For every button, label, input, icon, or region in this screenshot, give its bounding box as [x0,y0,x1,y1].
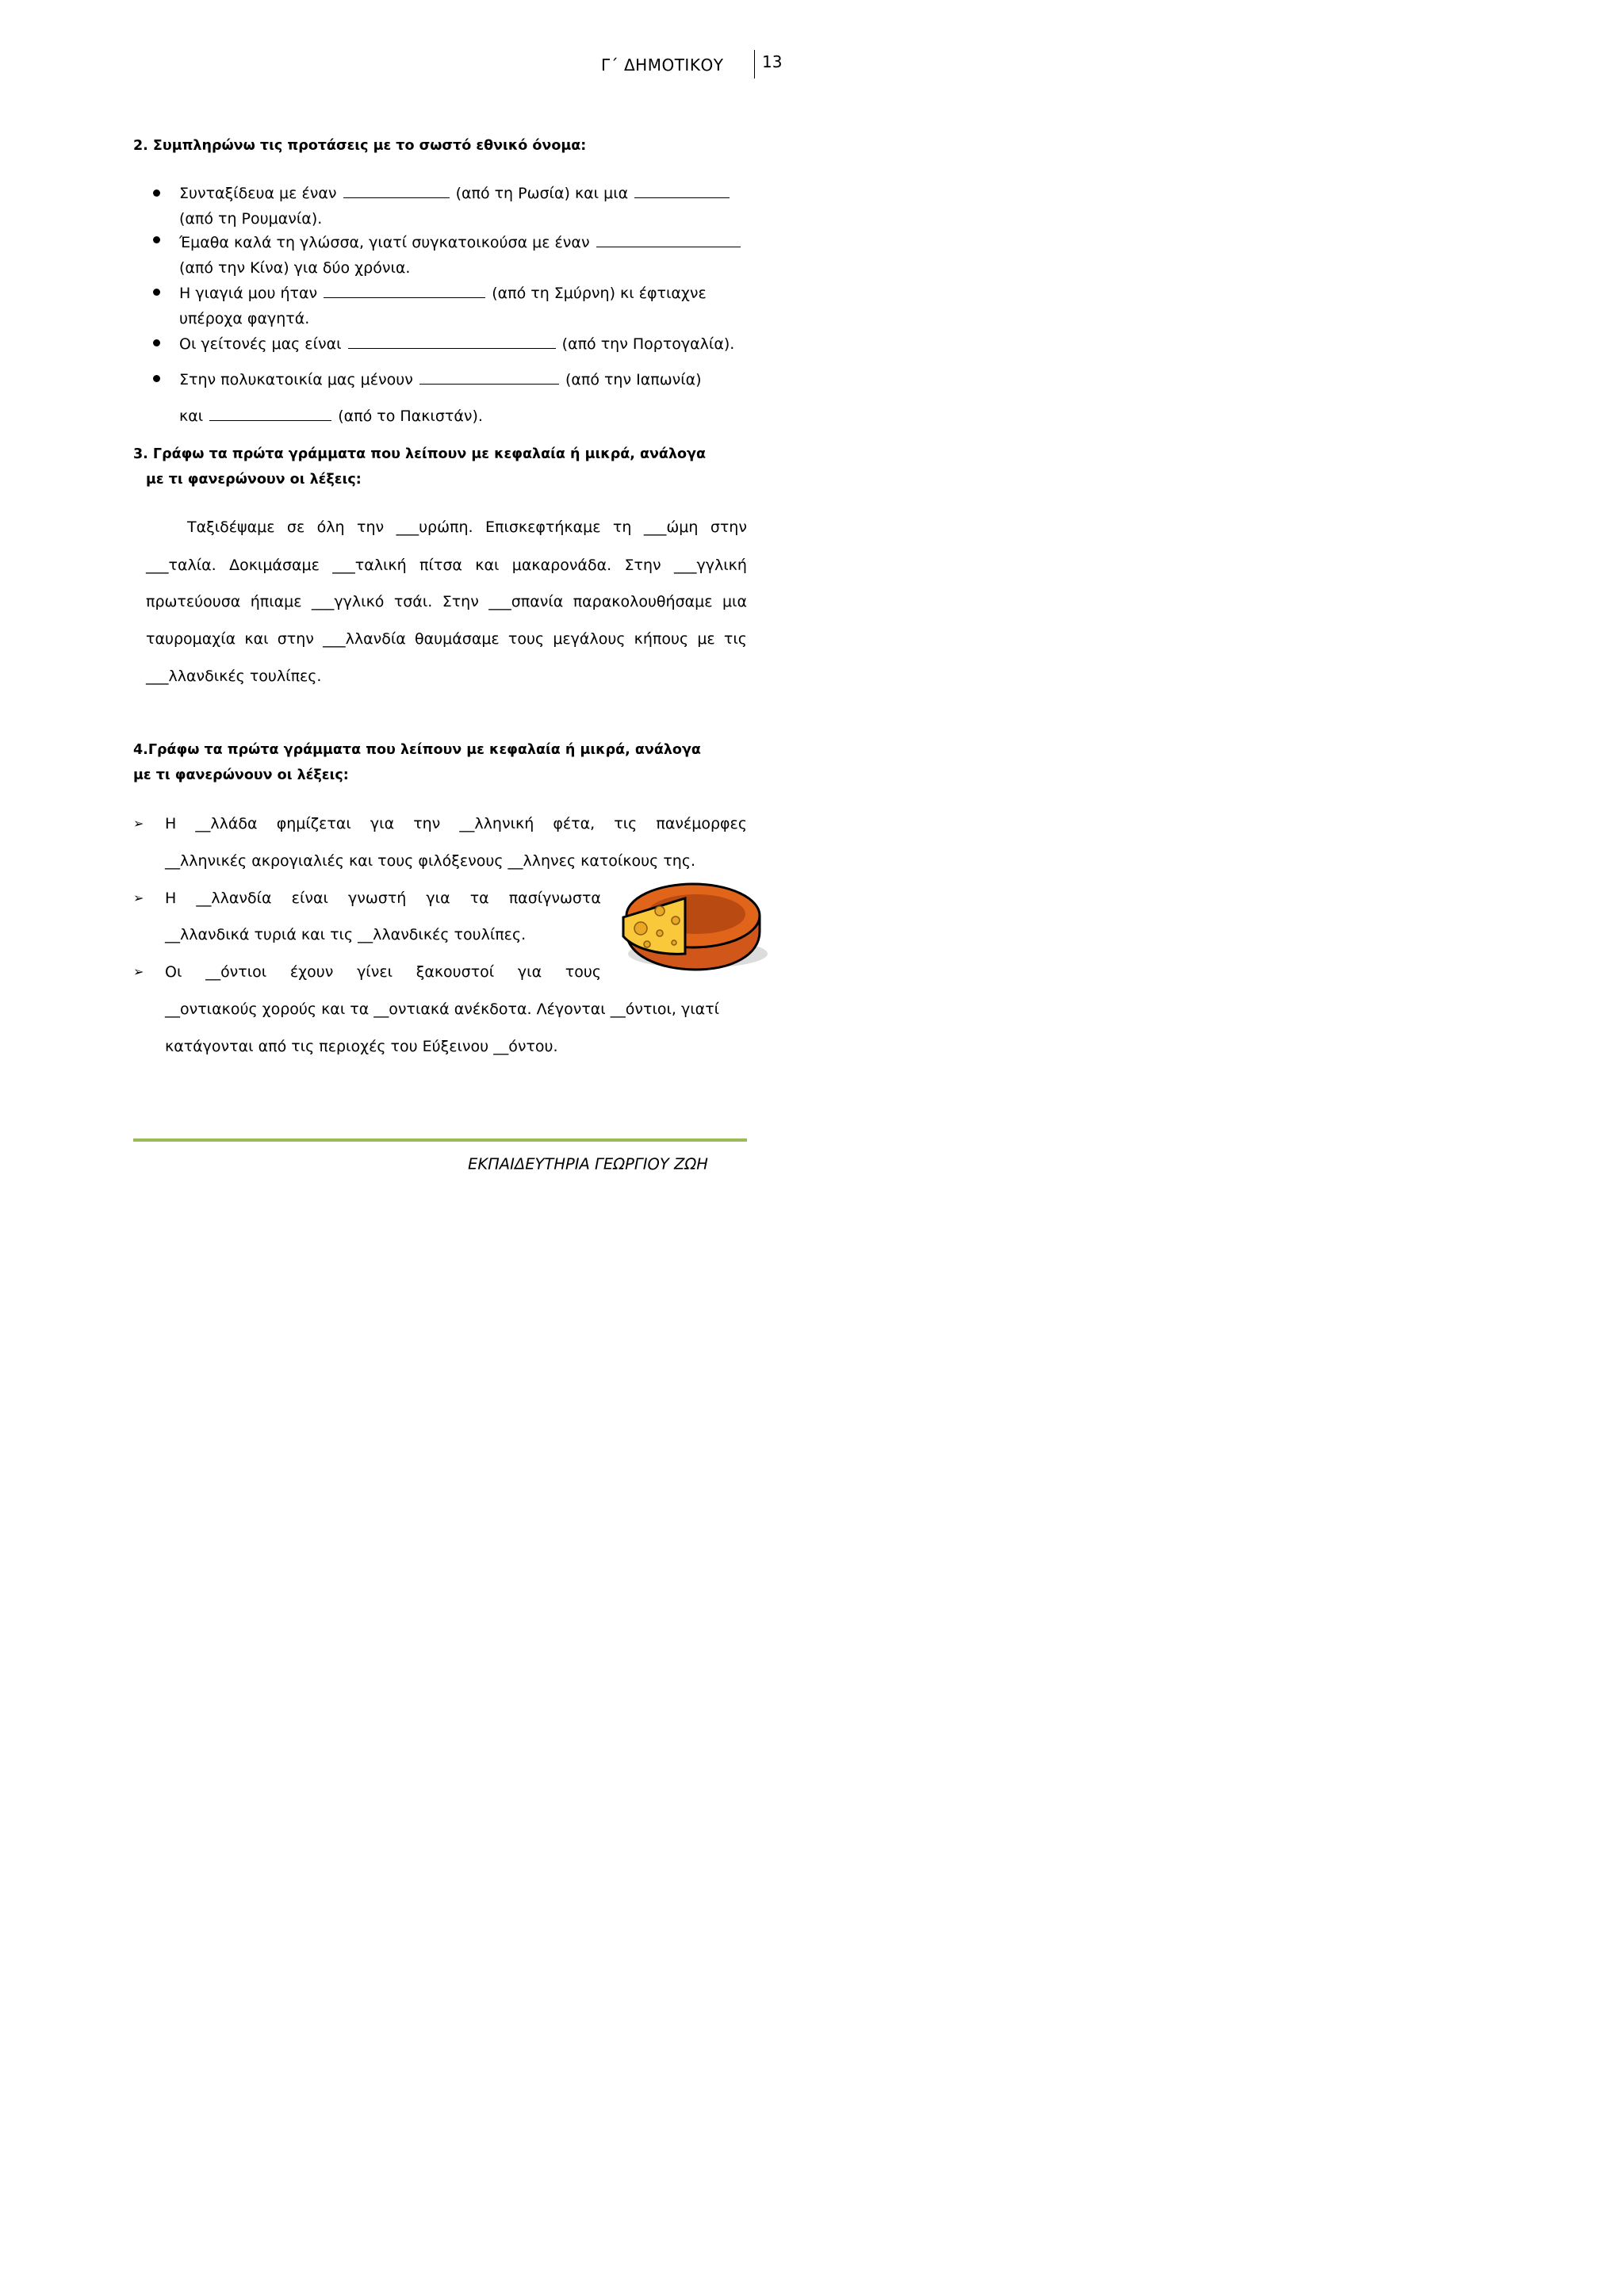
word: μεγάλους [553,630,626,648]
answer-blank[interactable] [209,419,331,421]
ex3-paragraph-line [187,515,747,539]
word: τσάι. [393,593,433,610]
ex4-item-1-line-1 [165,812,747,836]
word: πίτσα [419,557,462,574]
ex4-item-2-line-2: __λλανδικά τυριά και τις __λλανδικές τουλίπες. [165,926,527,943]
ex4-item-3-line-3: κατάγονται από τις περιοχές του Εύξεινου __όντου. [165,1038,558,1055]
word: για [426,890,450,907]
word: τους [565,963,601,981]
answer-blank[interactable] [348,347,556,349]
word: __λληνική [459,815,534,832]
arrow-bullet-icon: ➢ [133,890,144,905]
word: πανέμορφες [656,815,747,832]
word: κήπους [634,630,689,648]
word: Επισκεφτήκαμε [485,519,601,536]
word: τις [723,630,747,648]
ex2-text: και [179,408,209,425]
answer-blank[interactable] [419,383,559,385]
word: ___γγλική [674,557,747,574]
word: ___σπανία [488,593,564,610]
ex2-text: Συνταξίδευα με έναν [179,185,342,202]
ex4-item-2-line-1 [165,886,601,910]
ex2-text: Στην πολυκατοικία μας μένουν [179,371,418,388]
word: την [357,519,385,536]
word: για [370,815,395,832]
word: ___ταλική [332,557,407,574]
word: Στην [624,557,661,574]
word: στην [277,630,314,648]
word: Οι [165,963,182,981]
word: ___ταλία. [146,557,216,574]
answer-blank[interactable] [596,246,741,247]
word: ___υρώπη. [396,519,473,536]
word: Δοκιμάσαμε [229,557,320,574]
word: ___γγλικό [311,593,385,610]
bullet-dot-icon [153,339,160,346]
word: σε [286,519,305,536]
word: γνωστή [348,890,407,907]
header-divider [754,50,755,78]
word: παρακολουθήσαμε [573,593,713,610]
word: έχουν [289,963,334,981]
answer-blank[interactable] [343,197,450,198]
ex2-text: Έμαθα καλά τη γλώσσα, γιατί συγκατοικούσα με έναν [179,234,595,251]
bullet-dot-icon [153,375,160,382]
footer-author: ΕΚΠΑΙΔΕΥΤΗΡΙΑ ΓΕΩΡΓΙΟΥ ΖΩΗ [468,1155,708,1173]
ex3-paragraph-line [146,664,321,688]
ex2-item-3-line-1 [179,281,707,306]
word: __λλανδία [196,890,272,907]
arrow-bullet-icon: ➢ [133,964,144,979]
word: Στην [442,593,479,610]
ex2-text: (από τη Σμύρνη) κι έφτιαχνε [492,285,707,302]
word: ___λλανδία [323,630,406,648]
word: για [517,963,542,981]
arrow-bullet-icon: ➢ [133,816,144,831]
exercise-4-heading: 4.Γράφω τα πρώτα γράμματα που λείπουν με κεφαλαία ή μικρά, ανάλογα [133,742,701,758]
word: Η [165,890,177,907]
answer-blank[interactable] [324,297,485,298]
ex2-item-1-line-1 [179,181,731,206]
word: τα [469,890,489,907]
word: τη [612,519,632,536]
ex2-text: (από το Πακιστάν). [338,408,483,425]
exercise-2-heading: 2. Συμπληρώνω τις προτάσεις με το σωστό εθνικό όνομα: [133,138,587,154]
ex3-paragraph-line [146,553,747,577]
ex2-item-5-line-1 [179,367,702,392]
word: Η [165,815,177,832]
exercise-4-heading-cont: με τι φανερώνουν οι λέξεις: [133,767,349,783]
word: είναι [291,890,328,907]
ex2-text: Οι γείτονές μας είναι [179,335,347,353]
ex2-item-2-line-2: (από την Κίνα) για δύο χρόνια. [179,259,411,277]
ex2-text: (από την Πορτογαλία). [561,335,735,353]
word: ήπιαμε [250,593,302,610]
ex2-text: (από την Ιαπωνία) [565,371,702,388]
word: __όντιοι [205,963,267,981]
word: μακαρονάδα. [511,557,612,574]
word: __λλάδα [195,815,258,832]
ex4-item-3-line-2: __οντιακούς χορούς και τα __οντιακά ανέκδοτα. Λέγονται __όντιοι, γιατί [165,1001,720,1018]
exercise-3-heading: 3. Γράφω τα πρώτα γράμματα που λείπουν με κεφαλαία ή μικρά, ανάλογα [133,446,706,462]
page-number: 13 [762,52,783,71]
word: ταυρομαχία [146,630,236,648]
word: την [413,815,441,832]
ex3-paragraph-line [146,627,747,651]
word: φέτα, [553,815,596,832]
cheese-wheel-icon [612,876,771,975]
word: φημίζεται [276,815,351,832]
ex2-text: (από τη Ρωσία) και μια [455,185,634,202]
ex4-item-1-line-2: __λληνικές ακρογιαλιές και τους φιλόξενους __λληνες κατοίκους της. [165,852,696,870]
word: θαυμάσαμε [415,630,500,648]
header-title: Γ΄ ΔΗΜΟΤΙΚΟΥ [601,55,724,75]
word: πασίγνωστα [508,890,601,907]
ex3-paragraph-line [146,590,747,614]
word: πρωτεύουσα [146,593,241,610]
ex2-item-2-line-1 [179,230,742,255]
ex2-item-4-line-1 [179,331,734,357]
word: τις [614,815,638,832]
word: τους [508,630,545,648]
footer-rule [133,1138,747,1142]
ex4-item-3-line-1 [165,960,601,984]
bullet-dot-icon [153,236,160,243]
exercise-3-heading-cont: με τι φανερώνουν οι λέξεις: [146,472,362,488]
word: με [697,630,715,648]
answer-blank[interactable] [634,197,730,198]
word: ___λλανδικές τουλίπες. [146,668,322,685]
word: Ταξιδέψαμε [187,519,275,536]
word: μια [722,593,747,610]
word: και [475,557,500,574]
bullet-dot-icon [153,189,160,197]
word: στην [710,519,747,536]
word: όλη [316,519,345,536]
ex2-item-3-line-2: υπέροχα φαγητά. [179,310,310,327]
word: γίνει [357,963,393,981]
ex2-item-5-line-2 [179,404,483,429]
ex2-text: Η γιαγιά μου ήταν [179,285,323,302]
word: ξακουστοί [416,963,495,981]
word: ___ώμη [643,519,699,536]
word: και [244,630,269,648]
ex2-item-1-line-2: (από τη Ρουμανία). [179,210,323,228]
bullet-dot-icon [153,289,160,296]
